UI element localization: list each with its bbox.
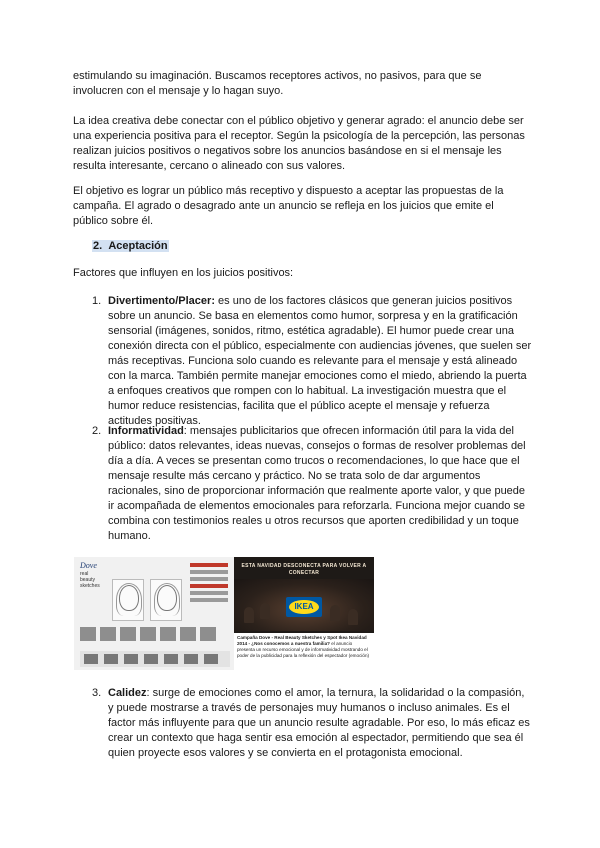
dove-ad-image: [74, 557, 234, 670]
ikea-ad-image: [234, 557, 374, 670]
list-number: 2.: [92, 425, 102, 437]
list-text: es uno de los factores clásicos que generan juicios positivos sobre un anuncio. Se basa en elementos como humor, sorpresa y en la gratificación sensorial (imágenes, sonidos, ritmo, estética agradable). El humor puede crear una conexión directa con el público, especialmente con audiencias jóvenes, que suelen ser más receptivas. Funciona solo cuando es relevante para el mensaje y está alineado con la marca. También permite manejar emociones como el miedo, abriendo la puerta a enfoques creativos que rompen con lo habitual. La investigación muestra que el humor reduce resistencias, facilita que el público acepte el mensaje y refuerza actitudes positivas.: [108, 295, 532, 427]
paragraph-3: El objetivo es lograr un público más receptivo y dispuesto a aceptar las propuestas de la campaña. El agrado o desagrado ante un anuncio se refleja en los juicios que emite el público sobre él.: [73, 185, 504, 227]
paragraph-2: La idea creativa debe conectar con el público objetivo y generar agrado: el anuncio debe ser una experiencia positiva para el receptor. Según la psicología de la percepción, las personas realizan juicios positivos o negativos sobre los anuncios basándose en si el mensaje les resulta interesante, cercano o alineado con sus valores.: [73, 115, 525, 172]
list-item: [92, 424, 532, 544]
list-item: [92, 294, 532, 429]
caption-title: Campaña Dove - Real Beauty Sketches y Spot Ikea Navidad 2014 - ¿Nos conocemos a nuestra familia?: [237, 635, 367, 646]
sketch-portrait: [150, 579, 182, 621]
list-text: : surge de emociones como el amor, la ternura, la solidaridad o la compasión, y puede mostrarse a través de personajes muy humanos o incluso animales. Es el factor más influyente para que un anuncio resulte agradable. Por eso, lo más eficaz es crear un contexto que haga sentir esa emoción al espectador, permitiendo que sea él quien proyecte esos valores y se convierta en el protagonista emocional.: [108, 687, 530, 759]
list-item: [92, 686, 532, 761]
dove-logo: Dove: [80, 561, 97, 570]
ikea-banner-text: ESTA NAVIDAD DESCONECTA PARA VOLVER A CONECTAR: [241, 563, 367, 576]
list-term: Informatividad: [108, 425, 184, 437]
list-term: Divertimento/Placer:: [108, 295, 215, 307]
thumbnail-strip: [80, 651, 230, 667]
sketch-portrait: [112, 579, 144, 621]
thumbnail-row: [80, 627, 228, 647]
list-text: : mensajes publicitarios que ofrecen información útil para la vida del público: datos relevantes, ideas nuevas, consejos o formas de resolver problemas del día a día. A veces se presentan como trucos o recomendaciones, lo que hace que el mensaje resulte más cercano y práctico. No se trata solo de dar argumentos racionales, sino de proporcionar información que realmente aporte valor, y que puede ir acompañada de elementos emocionales para reforzarla. Funciona mejor cuando se combina con testimonios reales u otros recursos que aporten credibilidad y un toque humano.: [108, 425, 526, 542]
caption-text: el anuncio presenta un recurso emocional y de informatividad mostrando el poder de la publicidad para la reflexión del espectador (emoción): [237, 641, 370, 658]
ikea-logo: IKEA: [286, 597, 322, 617]
section-heading: [92, 239, 169, 254]
image-caption: [234, 633, 374, 670]
section-number: 2.: [93, 240, 103, 252]
ad-side-column: [190, 563, 228, 619]
campaign-image: [74, 557, 374, 670]
list-number: 1.: [92, 295, 102, 307]
section-title: Aceptación: [108, 240, 168, 252]
list-number: 3.: [92, 687, 102, 699]
list-intro: Factores que influyen en los juicios positivos:: [73, 267, 294, 279]
list-term: Calidez: [108, 687, 147, 699]
dove-ad-title: real beauty sketches: [80, 571, 100, 589]
paragraph-1: estimulando su imaginación. Buscamos receptores activos, no pasivos, para que se involucren con el mensaje y lo hagan suyo.: [73, 70, 482, 97]
